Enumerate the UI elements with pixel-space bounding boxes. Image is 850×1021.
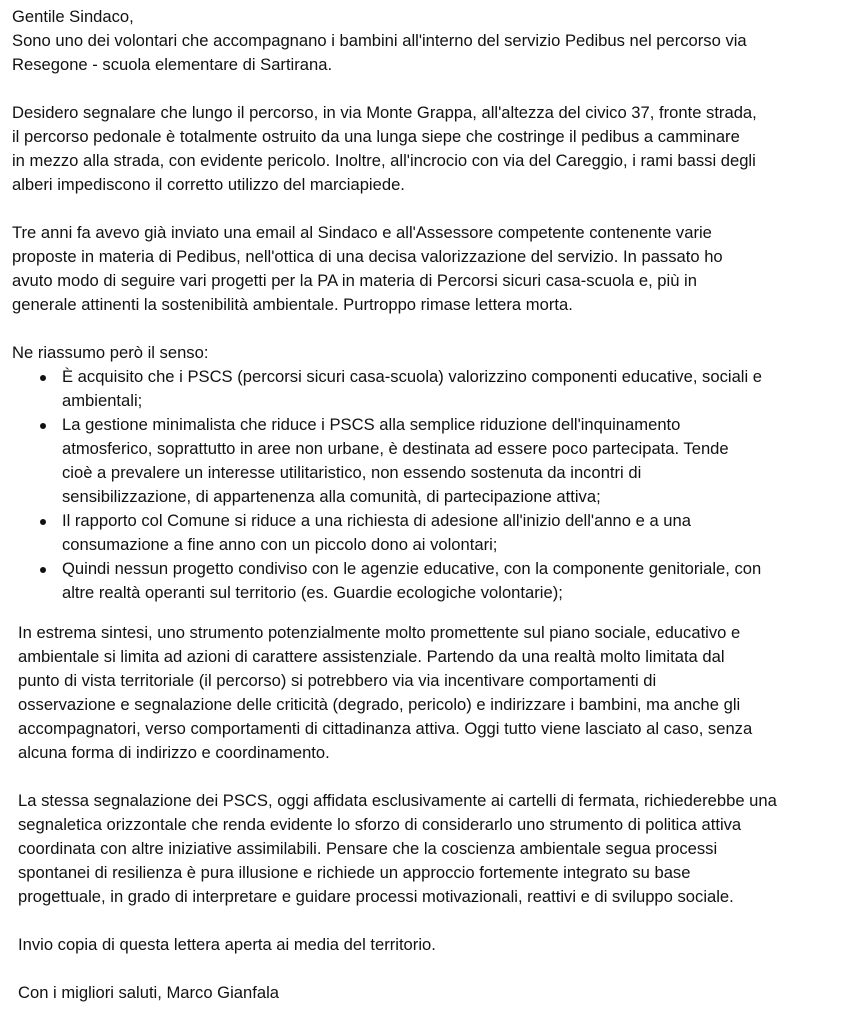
summary-intro [12, 341, 208, 365]
paragraph-line: spontanei di resilienza è pura illusione e richiede un approccio fortemente integrato su base [18, 863, 691, 882]
report-paragraph [12, 101, 757, 197]
paragraph-line: segnaletica orizzontale che renda evidente lo sforzo di considerarlo uno strumento di politica attiva [18, 815, 742, 834]
paragraph-line: accompagnatori, verso comportamenti di cittadinanza attiva. Oggi tutto viene lasciato al caso, senza [18, 719, 753, 738]
greeting-line: Gentile Sindaco, [12, 7, 134, 26]
bullet-item [38, 413, 762, 509]
paragraph-line: alcuna forma di indirizzo e coordinamento. [18, 743, 330, 762]
paragraph-line: coordinata con altre iniziative assimilabili. Pensare che la coscienza ambientale segua processi [18, 839, 718, 858]
bullet-line: Quindi nessun progetto condiviso con le agenzie educative, con la componente genitoriale, con [62, 559, 762, 578]
paragraph-line: generale attinenti la sostenibilità ambientale. Purtroppo rimase lettera morta. [12, 295, 573, 314]
intro-line: Resegone - scuola elementare di Sartirana. [12, 55, 333, 74]
paragraph-line: il percorso pedonale è totalmente ostruito da una lunga siepe che costringe il pedibus a camminare [12, 127, 740, 146]
bullet-line: altre realtà operanti sul territorio (es. Guardie ecologiche volontarie); [62, 583, 563, 602]
greeting-paragraph [12, 5, 747, 77]
bullet-dot-icon [40, 567, 46, 573]
bullet-item [38, 557, 762, 605]
bullet-line: atmosferico, soprattutto in aree non urbane, è destinata ad essere poco partecipata. Tende [62, 439, 729, 458]
signage-paragraph [18, 789, 777, 909]
bullet-line: Il rapporto col Comune si riduce a una richiesta di adesione all'inizio dell'anno e a una [62, 511, 691, 530]
bullet-dot-icon [40, 519, 46, 525]
copy-notice [18, 933, 436, 957]
closing-line: Con i migliori saluti, Marco Gianfala [18, 983, 279, 1002]
intro-line: Sono uno dei volontari che accompagnano i bambini all'interno del servizio Pedibus nel percorso via [12, 31, 747, 50]
paragraph-line: proposte in materia di Pedibus, nell'ottica di una decisa valorizzazione del servizio. In passato ho [12, 247, 723, 266]
paragraph-line: ambientale si limita ad azioni di carattere assistenziale. Partendo da una realtà molto limitata dal [18, 647, 725, 666]
paragraph-line: progettuale, in grado di interpretare e guidare processi motivazionali, reattivi e di sviluppo sociale. [18, 887, 734, 906]
paragraph-line: osservazione e segnalazione delle criticità (degrado, pericolo) e indirizzare i bambini, ma anche gli [18, 695, 741, 714]
bullet-line: La gestione minimalista che riduce i PSCS alla semplice riduzione dell'inquinamento [62, 415, 681, 434]
bullet-line: ambientali; [62, 391, 143, 410]
paragraph-line: In estrema sintesi, uno strumento potenzialmente molto promettente sul piano sociale, educativo e [18, 623, 741, 642]
closing-signature [18, 981, 279, 1005]
paragraph-line: La stessa segnalazione dei PSCS, oggi affidata esclusivamente ai cartelli di fermata, richiederebbe una [18, 791, 777, 810]
bullet-line: È acquisito che i PSCS (percorsi sicuri casa-scuola) valorizzino componenti educative, sociali e [62, 367, 763, 386]
bullet-item [38, 509, 762, 557]
bullet-dot-icon [40, 423, 46, 429]
paragraph-line: Tre anni fa avevo già inviato una email al Sindaco e all'Assessore competente contenente varie [12, 223, 712, 242]
summary-bullet-list [38, 365, 762, 605]
copy-notice-line: Invio copia di questa lettera aperta ai media del territorio. [18, 935, 436, 954]
synthesis-paragraph [18, 621, 752, 765]
bullet-line: sensibilizzazione, di appartenenza alla comunità, di partecipazione attiva; [62, 487, 601, 506]
bullet-dot-icon [40, 375, 46, 381]
summary-intro-line: Ne riassumo però il senso: [12, 343, 209, 362]
history-paragraph [12, 221, 723, 317]
paragraph-line: punto di vista territoriale (il percorso) si potrebbero via via incentivare comportamenti di [18, 671, 657, 690]
paragraph-line: in mezzo alla strada, con evidente pericolo. Inoltre, all'incrocio con via del Careggio, i rami bassi degli [12, 151, 756, 170]
paragraph-line: Desidero segnalare che lungo il percorso, in via Monte Grappa, all'altezza del civico 37, fronte strada, [12, 103, 757, 122]
paragraph-line: avuto modo di seguire vari progetti per la PA in materia di Percorsi sicuri casa-scuola e, più in [12, 271, 697, 290]
bullet-line: cioè a prevalere un interesse utilitaristico, non essendo sostenuta da incontri di [62, 463, 642, 482]
paragraph-line: alberi impediscono il corretto utilizzo del marciapiede. [12, 175, 405, 194]
bullet-line: consumazione a fine anno con un piccolo dono ai volontari; [62, 535, 498, 554]
bullet-item [38, 365, 762, 413]
